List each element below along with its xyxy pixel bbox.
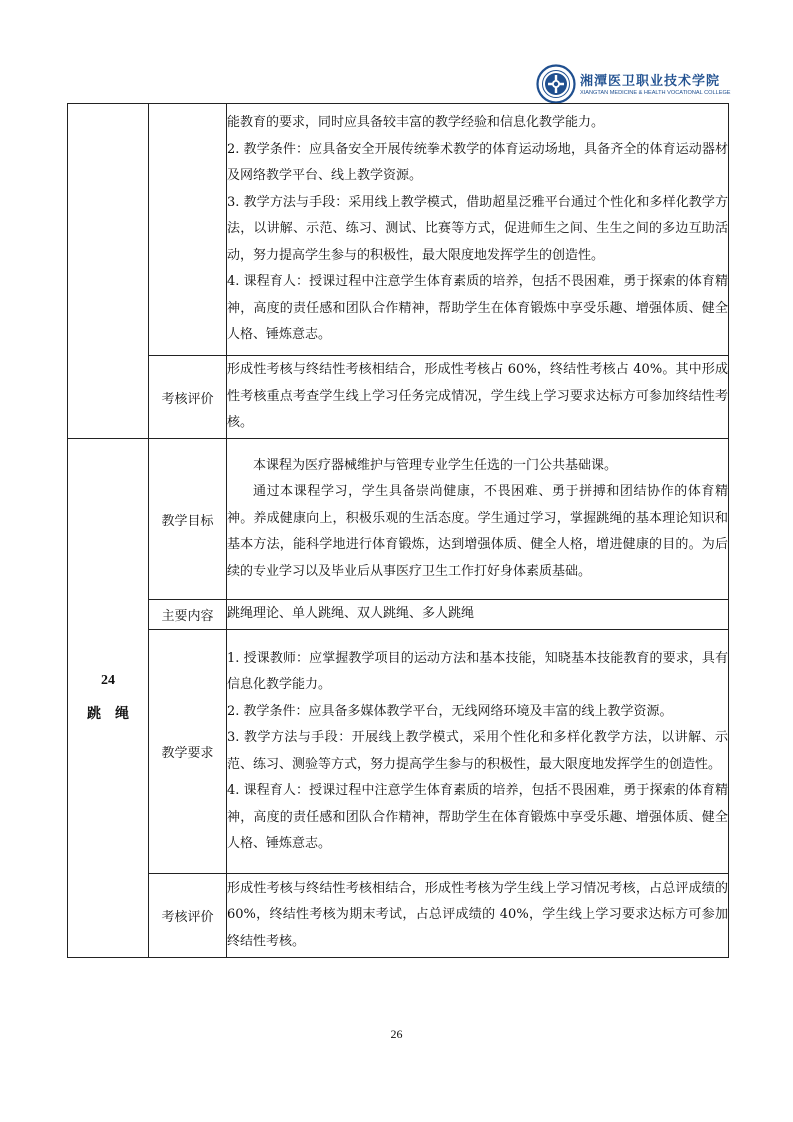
course-table (67, 103, 729, 958)
course-title-cell (68, 439, 149, 958)
requirement-paragraph: 2. 教学条件：应具备安全开展传统拳术教学的体育运动场地，具备齐全的体育运动器材及网络教学平台、线上教学资源。 (227, 141, 728, 184)
table-row (68, 630, 729, 874)
assessment-text (227, 874, 729, 958)
assessment-label: 考核评价 (149, 874, 227, 958)
objectives-label: 教学目标 (149, 439, 227, 600)
requirements-label: 教学要求 (149, 630, 227, 874)
table-row (68, 104, 729, 356)
requirement-paragraph: 能教育的要求，同时应具备较丰富的教学经验和信息化教学能力。 (227, 115, 605, 131)
requirement-paragraph: 3. 教学方法与手段：开展线上教学模式，采用个性化和多样化教学方法，以讲解、示范、练习、测验等方式，努力提高学生参与的积极性，最大限度地发挥学生的创造性。 (227, 730, 728, 772)
objective-paragraph: 通过本课程学习，学生具备崇尚健康，不畏困难、勇于拼搏和团结协作的体育精神。养成健康向上，积极乐观的生活态度。学生通过学习，掌握跳绳的基本理论知识和基本方法，能科学地进行体育锻炼，达到增强体质、健全人格，增进健康的目的。为后续的专业学习以及毕业后从事医疗卫生工作打好身体素质基础。 (227, 484, 728, 579)
objectives-text (227, 439, 729, 600)
assessment-label: 考核评价 (149, 356, 227, 439)
requirements-text (227, 630, 729, 874)
assessment-paragraph: 形成性考核与终结性考核相结合，形成性考核为学生线上学习情况考核，占总评成绩的 60%，终结性考核为期末考试，占总评成绩的 40%，学生线上学习要求达标方可参加终结性考核。 (227, 880, 728, 949)
teaching-requirements-continued (227, 104, 729, 356)
college-seal-icon (536, 64, 576, 104)
requirement-paragraph: 1. 授课教师：应掌握教学项目的运动方法和基本技能，知晓基本技能教育的要求，具有信息化教学能力。 (227, 650, 728, 692)
content-label: 主要内容 (149, 600, 227, 630)
table-row (68, 356, 729, 439)
table-row (68, 600, 729, 630)
assessment-text (227, 356, 729, 439)
course-number: 24 (101, 673, 115, 688)
objective-paragraph: 本课程为医疗器械维护与管理专业学生任选的一门公共基础课。 (253, 457, 618, 473)
content-text (227, 600, 729, 630)
table-row (68, 874, 729, 958)
college-logo (536, 64, 731, 104)
logo-school-name-cn: 湘潭医卫职业技术学院 (580, 74, 721, 89)
logo-school-name-en: XIANGTAN MEDICINE & HEALTH VOCATIONAL COLLEGE (580, 90, 731, 96)
requirement-paragraph: 4. 课程育人：授课过程中注意学生体育素质的培养，包括不畏困难，勇于探索的体育精神，高度的责任感和团队合作精神，帮助学生在体育锻炼中享受乐趣、增强体质、健全人格、锤炼意志。 (227, 274, 728, 343)
label-cell-continued (149, 104, 227, 356)
requirement-paragraph: 2. 教学条件：应具备多媒体教学平台，无线网络环境及丰富的线上教学资源。 (227, 703, 673, 719)
course-cell-continued (68, 104, 149, 439)
course-name: 跳绳 (87, 706, 143, 722)
logo-text (580, 70, 731, 100)
assessment-paragraph: 形成性考核与终结性考核相结合，形成性考核占 60%，终结性考核占 40%。其中形成性考核重点考查学生线上学习任务完成情况，学生线上学习要求达标方可参加终结性考核。 (227, 362, 728, 431)
table-row (68, 439, 729, 600)
page-header (0, 0, 793, 110)
requirement-paragraph: 4. 课程育人：授课过程中注意学生体育素质的培养，包括不畏困难，勇于探索的体育精神，高度的责任感和团队合作精神，帮助学生在体育锻炼中享受乐趣、增强体质、健全人格、锤炼意志。 (227, 783, 728, 851)
page-number: 26 (390, 1027, 403, 1041)
requirement-paragraph: 3. 教学方法与手段：采用线上教学模式，借助超星泛雅平台通过个性化和多样化教学方法，以讲解、示范、练习、测试、比赛等方式，促进师生之间、生生之间的多边互助活动，努力提高学生参与的积极性，最大限度地发挥学生的创造性。 (227, 194, 728, 263)
content-paragraph: 跳绳理论、单人跳绳、双人跳绳、多人跳绳 (227, 606, 475, 622)
